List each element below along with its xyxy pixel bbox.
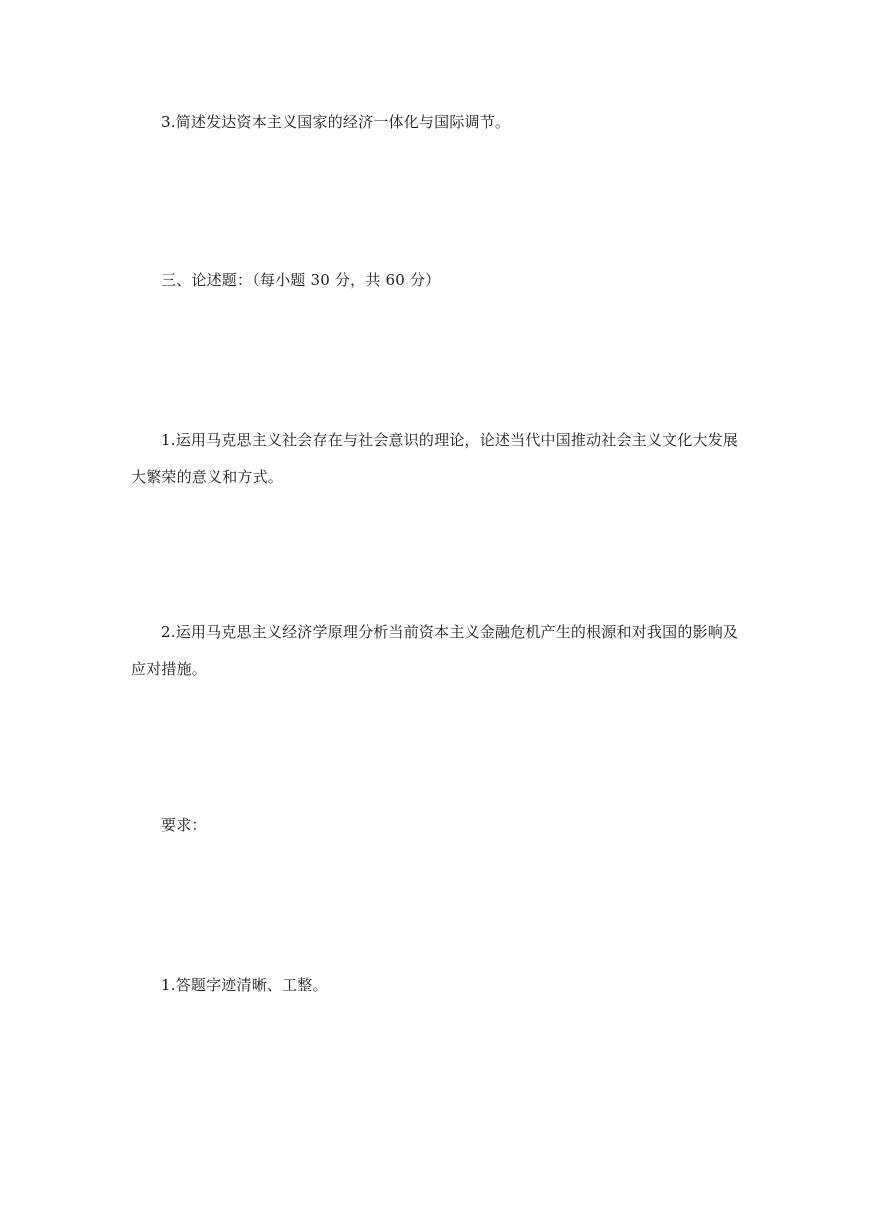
requirements-heading: 要求： [161, 816, 207, 834]
question-3-short-answer: 3.简述发达资本主义国家的经济一体化与国际调节。 [161, 113, 511, 131]
essay-question-2: 2.运用马克思主义经济学原理分析当前资本主义金融危机产生的根源和对我国的影响及应对措施。 [131, 623, 739, 678]
requirement-1: 1.答题字迹清晰、工整。 [161, 976, 328, 994]
essay-question-1: 1.运用马克思主义社会存在与社会意识的理论，论述当代中国推动社会主义文化大发展大繁荣的意义和方式。 [131, 431, 739, 486]
section-3-heading: 三、论述题：（每小题 30 分，共 60 分） [161, 271, 441, 289]
